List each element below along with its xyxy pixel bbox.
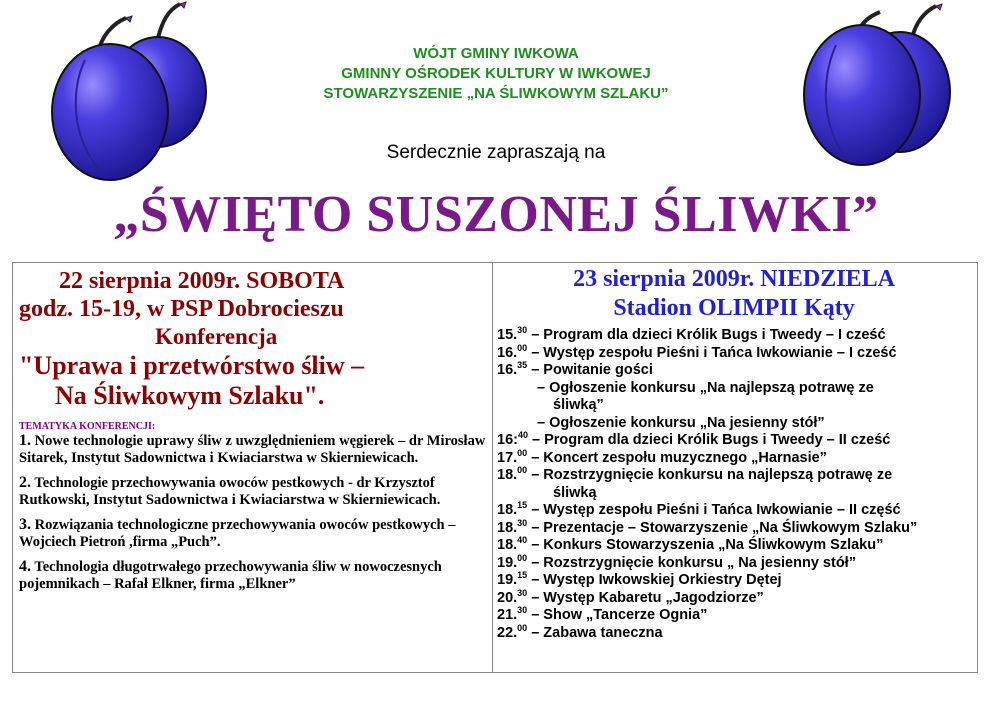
conference-topics — [19, 432, 486, 593]
program-text: – Występ Iwkowskiej Orkiestry Dętej — [527, 572, 782, 588]
program-item — [497, 502, 971, 520]
program-minutes: 30 — [517, 325, 528, 335]
conference-label: Konferencja — [155, 324, 278, 349]
sunday-program — [497, 327, 971, 642]
program-hour: 16. — [497, 344, 518, 361]
program-text: – Ogłoszenie konkursu „Na najlepszą potrawę ze — [537, 379, 874, 396]
program-hour: 16. — [497, 362, 518, 378]
program-hour: 18. — [497, 467, 518, 483]
program-item — [497, 447, 971, 468]
topic-number: 2. — [19, 474, 31, 491]
program-text: śliwką — [553, 484, 597, 501]
program-hour: 19. — [497, 572, 518, 588]
program-minutes: 15 — [517, 570, 528, 580]
program-text: – Program dla dzieci Królik Bugs i Tweedy – I cześć — [527, 327, 886, 343]
program-text: – Ogłoszenie konkursu „Na jesienny stół” — [537, 414, 825, 431]
program-hour: 15. — [497, 327, 518, 343]
sunday-place: Stadion OLIMPII Kąty — [613, 295, 855, 321]
organizer-3: STOWARZYSZENIE „NA ŚLIWKOWYM SZLAKU” — [323, 85, 669, 102]
topic-number: 3. — [19, 516, 31, 533]
event-title: „ŚWIĘTO SUSZONEJ ŚLIWKI” — [113, 186, 879, 243]
program-item — [497, 622, 971, 643]
conference-topics-heading: TEMATYKA KONFERENCJI: — [19, 421, 156, 432]
program-item — [497, 362, 971, 380]
topic-text: Rozwiązania technologiczne przechowywania owoców pestkowych – Wojciech Pietroń ,firma „Puch”. — [19, 517, 456, 550]
program-text: – Występ zespołu Pieśni i Tańca Iwkowianie – I cześć — [527, 344, 897, 361]
program-text: – Show „Tancerze Ognia” — [527, 607, 708, 623]
program-hour: 17. — [497, 449, 518, 466]
program-text: – Rozstrzygnięcie konkursu „ Na jesienny stół” — [527, 554, 856, 571]
program-text: – Zabawa taneczna — [527, 624, 663, 641]
program-minutes: 30 — [517, 587, 528, 598]
topic-text: Nowe technologie uprawy śliw z uwzględnieniem węgierek – dr Mirosław Sitarek, Instytut Sadownictwa i Kwiaciarstwa w Skierniewicach. — [19, 433, 486, 466]
program-minutes: 40 — [517, 430, 528, 440]
program-item — [497, 537, 971, 555]
program-text: – Rozstrzygnięcie konkursu na najlepszą potrawę ze — [527, 467, 893, 483]
program-text: – Występ Kabaretu „Jagodziorze” — [527, 589, 764, 606]
program-text: – Konkurs Stowarzyszenia „Na Śliwkowym Szlaku” — [527, 537, 884, 553]
organizer-2: GMINNY OŚRODEK KULTURY W IWKOWEJ — [341, 65, 651, 82]
program-item — [497, 467, 971, 485]
program-minutes: 00 — [517, 447, 528, 458]
program-item — [497, 432, 971, 450]
program-minutes: 00 — [517, 622, 528, 633]
topic-number: 4. — [19, 558, 31, 575]
invitation-line: Serdecznie zapraszają na — [386, 142, 606, 163]
program-hour: 18. — [497, 537, 518, 553]
program-item — [497, 415, 971, 433]
program-text: śliwką” — [553, 397, 604, 413]
conference-title-line-2: Na Śliwkowym Szlaku". — [55, 381, 325, 410]
program-hour: 20. — [497, 589, 518, 606]
program-item — [497, 485, 971, 503]
program-text: – Koncert zespołu muzycznego „Harnasie” — [527, 449, 827, 466]
program-text: – Powitanie gości — [527, 362, 653, 378]
sunday-date: 23 sierpnia 2009r. NIEDZIELA — [573, 266, 895, 292]
program-item — [497, 327, 971, 345]
topic-text: Technologie przechowywania owoców pestkowych - dr Krzysztof Rutkowski, Instytut Sadownictwa i Kwiaciarstwa w Skierniewicach. — [19, 475, 441, 508]
conference-topic — [19, 474, 486, 509]
program-text: – Program dla dzieci Królik Bugs i Tweedy – II cześć — [527, 432, 891, 448]
conference-topic — [19, 558, 486, 593]
sunday-column — [493, 263, 977, 672]
topic-number: 1. — [19, 432, 31, 449]
program-hour: 21. — [497, 607, 518, 623]
program-item — [497, 552, 971, 573]
program-minutes: 00 — [517, 342, 528, 353]
program-minutes: 30 — [517, 517, 528, 528]
topic-text: Technologia długotrwałego przechowywania śliw w nowoczesnych pojemnikach – Rafał Elkner, firma „Elkner” — [19, 559, 442, 592]
conference-topic — [19, 516, 486, 551]
program-text: – Prezentacje – Stowarzyszenie „Na Śliwkowym Szlaku” — [527, 519, 918, 536]
program-item — [497, 517, 971, 538]
saturday-place: godz. 15-19, w PSP Dobrocieszu — [19, 296, 344, 322]
conference-title-line-1: "Uprawa i przetwórstwo śliw – — [19, 351, 365, 380]
program-item — [497, 572, 971, 590]
saturday-column — [13, 263, 493, 672]
program-minutes: 40 — [517, 535, 528, 545]
program-item — [497, 587, 971, 608]
program-hour: 18. — [497, 519, 518, 536]
program-hour: 19. — [497, 554, 518, 571]
program-item — [497, 380, 971, 398]
program-item — [497, 397, 971, 415]
organizer-1: WÓJT GMINY IWKOWA — [413, 45, 579, 62]
saturday-date: 22 sierpnia 2009r. SOBOTA — [59, 268, 345, 294]
program-minutes: 00 — [517, 465, 528, 475]
program-minutes: 00 — [517, 552, 528, 563]
program-minutes: 30 — [517, 605, 528, 615]
program-item — [497, 342, 971, 363]
program-minutes: 15 — [517, 500, 528, 510]
program-item — [497, 607, 971, 625]
program-minutes: 35 — [517, 360, 528, 370]
program-hour: 16: — [497, 432, 518, 448]
program-table — [12, 262, 978, 673]
program-hour: 22. — [497, 624, 518, 641]
conference-topic — [19, 432, 486, 467]
program-text: – Występ zespołu Pieśni i Tańca Iwkowianie – II część — [527, 502, 901, 518]
program-hour: 18. — [497, 502, 518, 518]
